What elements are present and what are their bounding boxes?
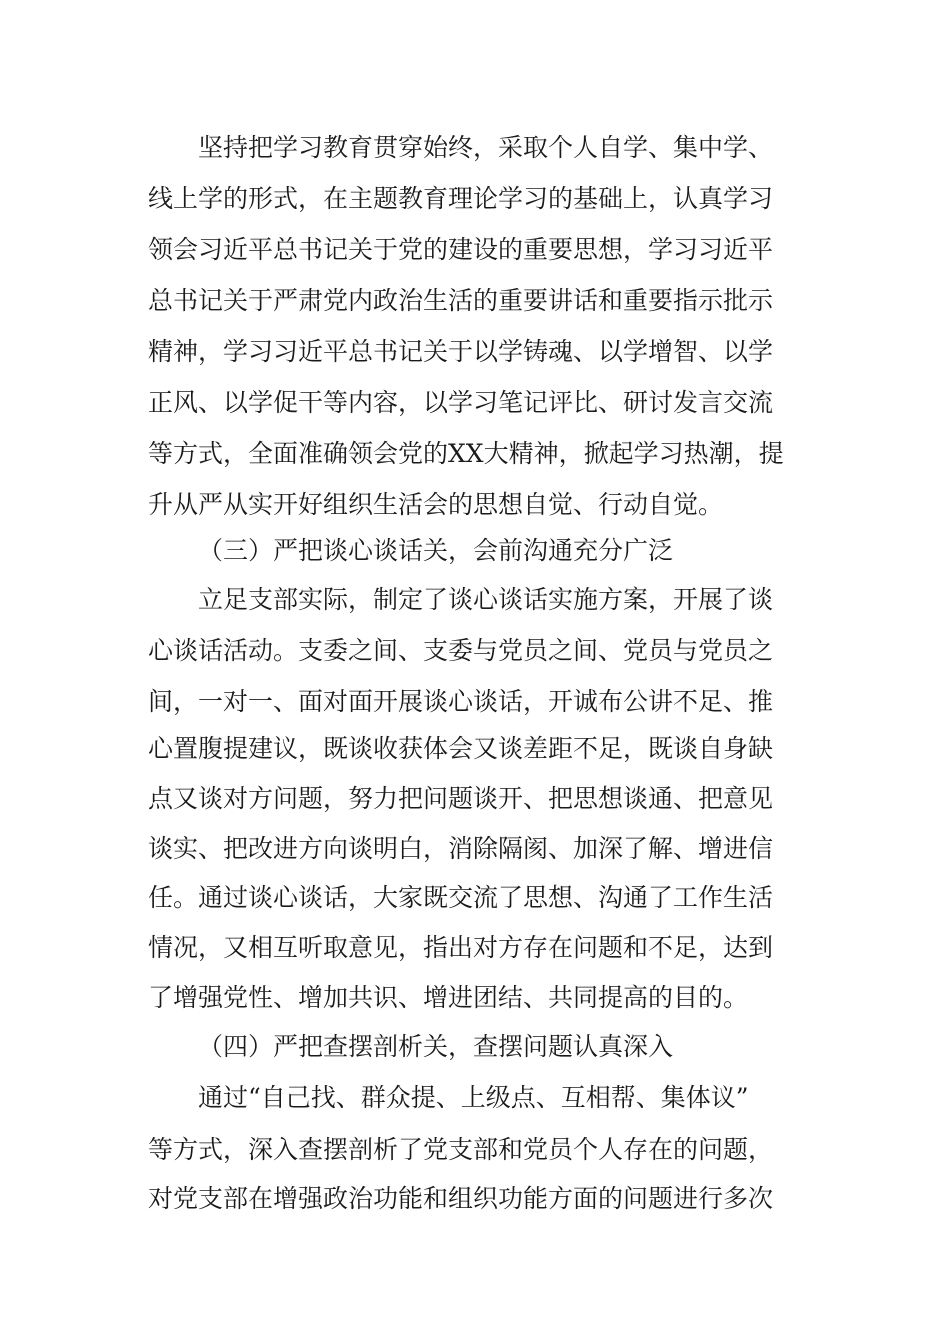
- paragraph-2-line-4: 心置腹提建议，既谈收获体会又谈差距不足，既谈自身缺: [148, 734, 774, 763]
- paragraph-1-line-4: 总书记关于严肃党内政治生活的重要讲话和重要指示批示: [148, 286, 774, 315]
- paragraph-2-line-8: 情况，又相互听取意见，指出对方存在问题和不足，达到: [148, 933, 774, 962]
- paragraph-1-line-1: 坚持把学习教育贯穿始终，采取个人自学、集中学、: [198, 133, 774, 162]
- paragraph-1-line-3: 领会习近平总书记关于党的建设的重要思想，学习习近平: [148, 235, 774, 264]
- paragraph-2-line-6: 谈实、把改进方向谈明白，消除隔阂、加深了解、增进信: [148, 834, 774, 863]
- paragraph-2-line-9: 了增强党性、增加共识、增进团结、共同提高的目的。: [148, 983, 749, 1012]
- section-heading-3: （三）严把谈心谈话关，会前沟通充分广泛: [198, 536, 674, 565]
- paragraph-3-line-3: 对党支部在增强政治功能和组织功能方面的问题进行多次: [148, 1184, 774, 1213]
- paragraph-1-line-7: 等方式，全面准确领会党的XX大精神，掀起学习热潮，提: [148, 439, 784, 468]
- paragraph-3-line-1: 通过“自己找、群众提、上级点、互相帮、集体议”: [198, 1083, 749, 1112]
- paragraph-1-line-2: 线上学的形式，在主题教育理论学习的基础上，认真学习: [148, 184, 774, 213]
- paragraph-2-line-1: 立足支部实际，制定了谈心谈话实施方案，开展了谈: [198, 585, 774, 614]
- paragraph-2-line-3: 间，一对一、面对面开展谈心谈话，开诚布公讲不足、推: [148, 687, 774, 716]
- section-heading-4: （四）严把查摆剖析关，查摆问题认真深入: [198, 1032, 674, 1061]
- paragraph-3-line-2: 等方式，深入查摆剖析了党支部和党员个人存在的问题，: [148, 1135, 774, 1164]
- paragraph-2-line-7: 任。通过谈心谈话，大家既交流了思想、沟通了工作生活: [148, 883, 774, 912]
- paragraph-1-line-8: 升从严从实开好组织生活会的思想自觉、行动自觉。: [148, 490, 724, 519]
- paragraph-1-line-5: 精神，学习习近平总书记关于以学铸魂、以学增智、以学: [148, 337, 774, 366]
- paragraph-1-line-6: 正风、以学促干等内容，以学习笔记评比、研讨发言交流: [148, 388, 774, 417]
- paragraph-2-line-5: 点又谈对方问题，努力把问题谈开、把思想谈通、把意见: [148, 784, 774, 813]
- paragraph-2-line-2: 心谈话活动。支委之间、支委与党员之间、党员与党员之: [148, 636, 774, 665]
